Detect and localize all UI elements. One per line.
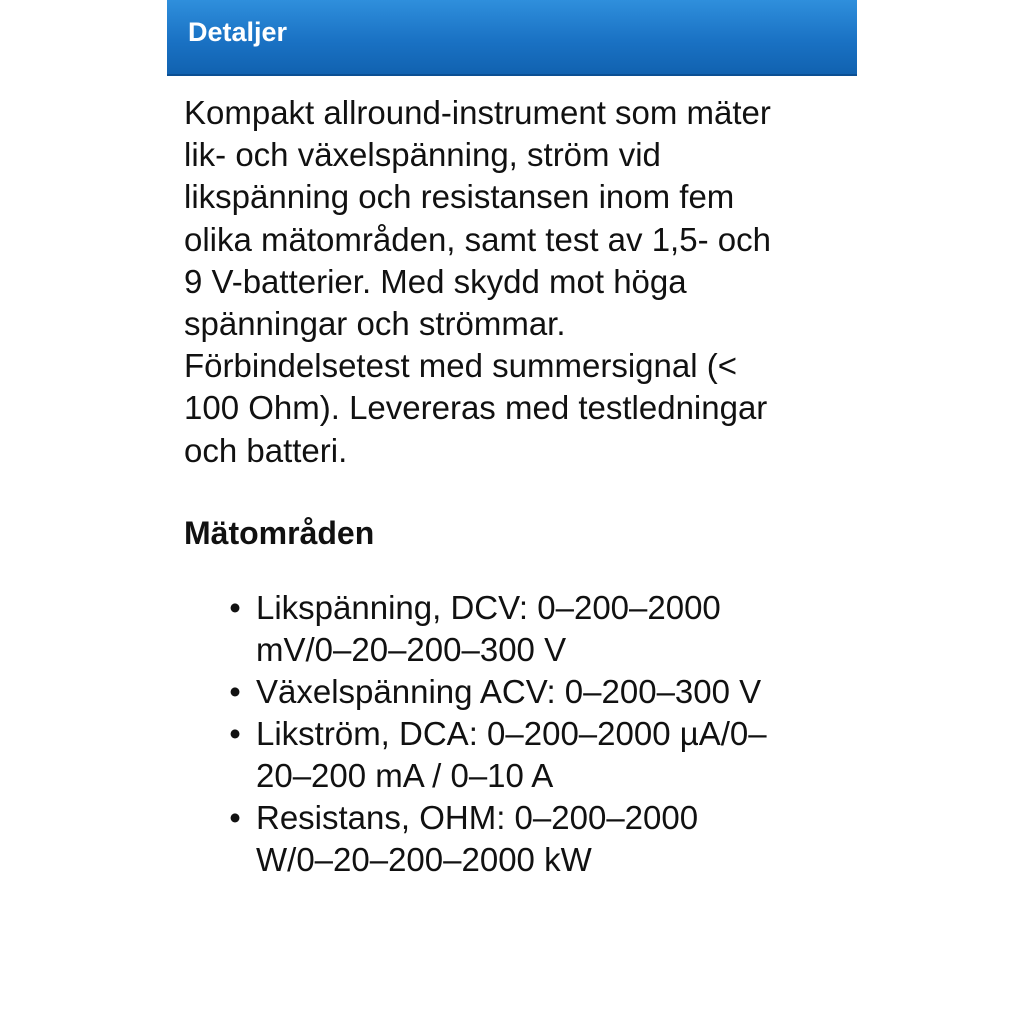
list-item-line: Resistans, OHM: 0–200–2000: [256, 799, 699, 836]
bullet-icon: •: [229, 589, 241, 626]
description-line: Kompakt allround-instrument som mäter: [184, 94, 771, 131]
description-line: olika mätområden, samt test av 1,5- och: [184, 220, 771, 258]
list-item-line: W/0–20–200–2000 kW: [256, 841, 592, 878]
description-line: Förbindelsetest med summersignal (<: [184, 347, 737, 385]
ranges-heading: Mätområden: [184, 515, 375, 551]
list-item-line: mV/0–20–200–300 V: [256, 631, 567, 668]
description-line: likspänning och resistansen inom fem: [184, 178, 735, 216]
description-line: spänningar och strömmar.: [184, 305, 566, 343]
bullet-icon: •: [229, 715, 241, 752]
list-item: [167, 671, 767, 713]
details-screen: [167, 0, 857, 1024]
list-item: [167, 587, 767, 671]
list-item-line: Växelspänning ACV: 0–200–300 V: [256, 673, 762, 710]
description-line: 100 Ohm). Levereras med testledningar: [184, 389, 768, 427]
ranges-list: [167, 587, 767, 881]
list-item-line: 20–200 mA / 0–10 A: [256, 757, 554, 794]
description-line: lik- och växelspänning, ström vid: [184, 136, 661, 174]
header-bar: [167, 0, 857, 76]
list-item: [167, 713, 767, 797]
header-title: Detaljer: [188, 17, 288, 47]
description-line: 9 V-batterier. Med skydd mot höga: [184, 262, 687, 300]
bullet-icon: •: [229, 799, 241, 836]
product-description: [184, 92, 849, 472]
list-item: [167, 797, 767, 881]
list-item-line: Likspänning, DCV: 0–200–2000: [256, 589, 721, 626]
content-area: [184, 92, 849, 551]
bullet-icon: •: [229, 673, 241, 710]
list-item-line: Likström, DCA: 0–200–2000 µA/0–: [256, 715, 767, 752]
description-line: och batteri.: [184, 431, 348, 469]
